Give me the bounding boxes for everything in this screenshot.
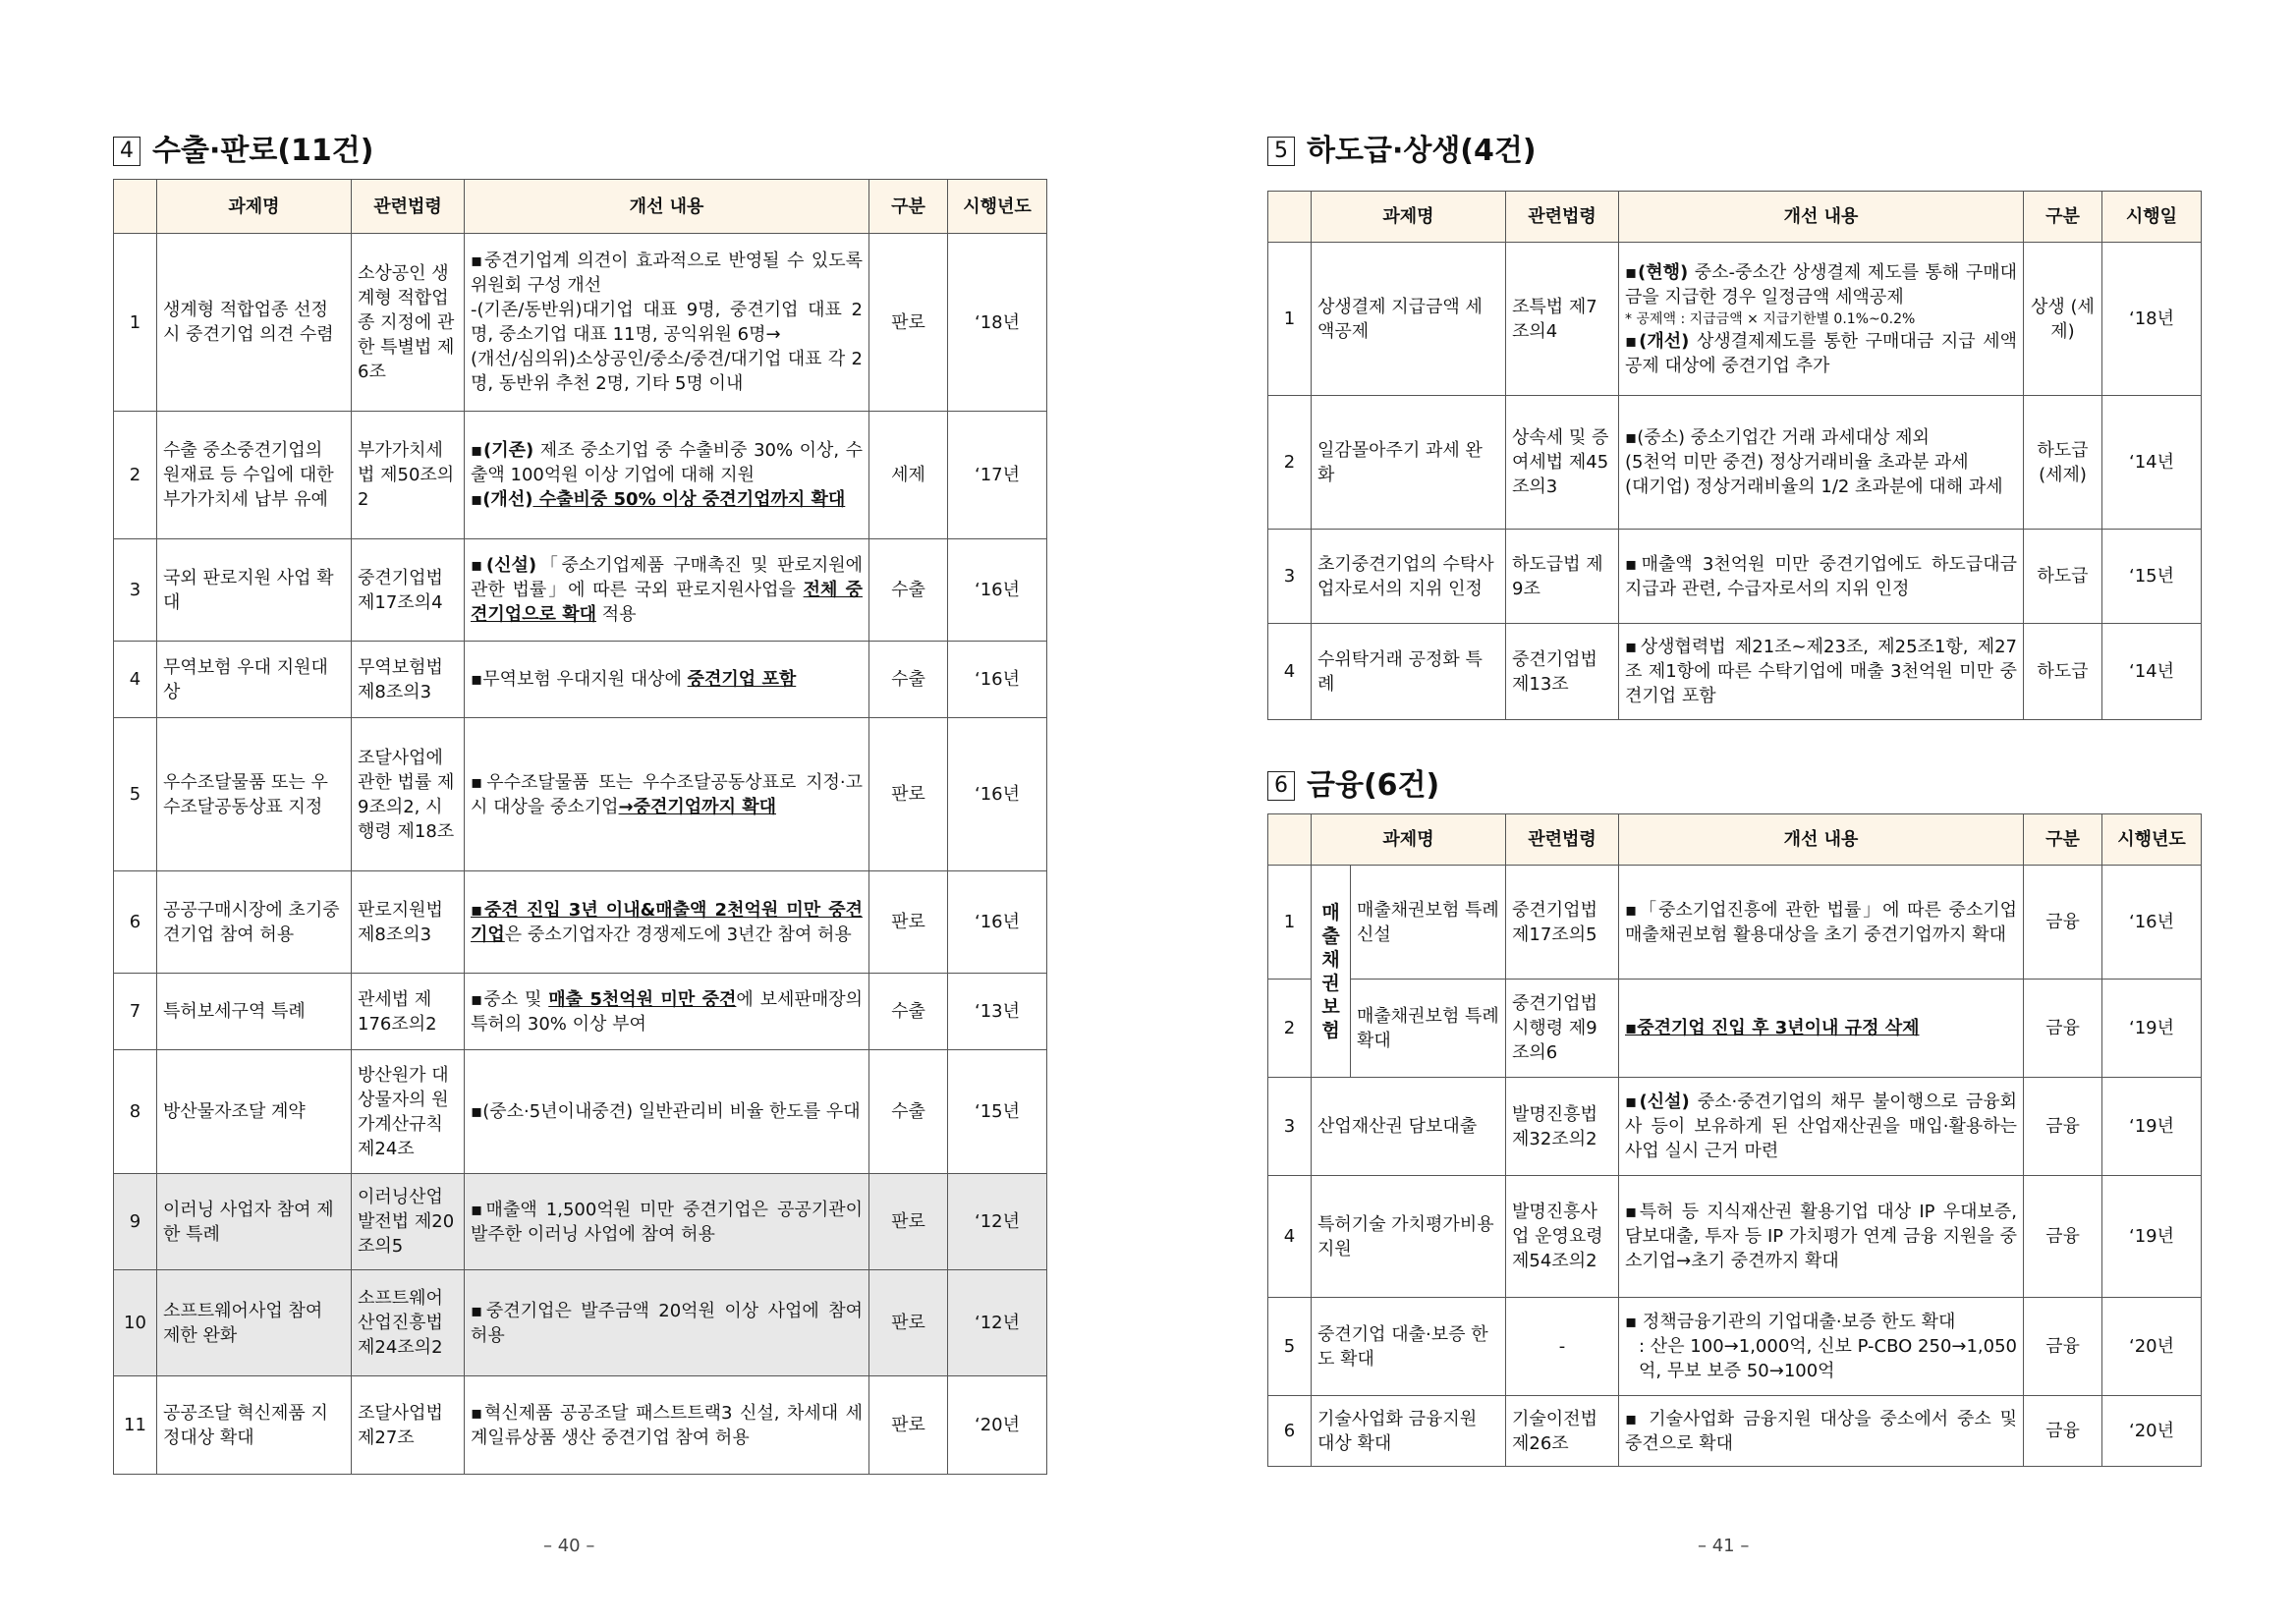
table-header-row: 과제명 관련법령 개선 내용 구분 시행년도 bbox=[114, 180, 1047, 234]
section-number: 6 bbox=[1267, 771, 1295, 801]
group-label-receivables: 매출채권보험 bbox=[1312, 866, 1351, 1078]
table-row: 6 기술사업화 금융지원 대상 확대 기술이전법 제26조 ▪ 기술사업화 금융지원 대상을 중소에서 중소 및 중견으로 확대 금융 ‘20년 bbox=[1268, 1396, 2202, 1467]
export-table bbox=[113, 179, 1047, 1475]
table-row: 2 매출채권보험 특례 확대 중견기업법 시행령 제9조의6 ▪중견기업 진입 후 3년이내 규정 삭제 금융 ‘19년 bbox=[1268, 980, 2202, 1078]
subcontract-table bbox=[1267, 191, 2202, 720]
table-header-row: 과제명 관련법령 개선 내용 구분 시행일 bbox=[1268, 192, 2202, 243]
table-row: 8 방산물자조달 계약 방산원가 대상물자의 원가계산규칙 제24조 ▪(중소·5년이내중견) 일반관리비 비율 한도를 우대 수출 ‘15년 bbox=[114, 1050, 1047, 1174]
section-number: 4 bbox=[113, 137, 140, 166]
table-row: 2 일감몰아주기 과세 완화 상속세 및 증여세법 제45조의3 ▪(중소) 중소기업간 거래 과세대상 제외 (5천억 미만 중견) 정상거래비율 초과분 과세 (대기업) 정상거래비율의 1/2 초과분에 대해 과세 하도급 (세제) ‘14년 bbox=[1268, 396, 2202, 530]
table-row: 7 특허보세구역 특례 관세법 제176조의2 ▪중소 및 매출 5천억원 미만 중견에 보세판매장의 특허의 30% 이상 부여 수출 ‘13년 bbox=[114, 974, 1047, 1050]
page-number: – 40 – bbox=[543, 1536, 595, 1556]
table-row: 3 산업재산권 담보대출 발명진흥법 제32조의2 ▪(신설) 중소·중견기업의 채무 불이행으로 금융회사 등이 보유하게 된 산업재산권을 매입·활용하는 사업 실시 근거 마련 금융 ‘19년 bbox=[1268, 1078, 2202, 1176]
table-row: 1 매출채권보험 매출채권보험 특례 신설 중견기업법 제17조의5 ▪「중소기업진흥에 관한 법률」에 따른 중소기업매출채권보험 활용대상을 초기 중견기업까지 확대 금융 ‘16년 bbox=[1268, 866, 2202, 980]
table-row: 5 중견기업 대출·보증 한도 확대 - ▪ 정책금융기관의 기업대출·보증 한도 확대 : 산은 100→1,000억, 신보 P-CBO 250→1,050억, 무보 보증 50→100억 금융 ‘20년 bbox=[1268, 1298, 2202, 1396]
section-number: 5 bbox=[1267, 137, 1295, 166]
table-row: 3 국외 판로지원 사업 확대 중견기업법 제17조의4 ▪(신설)「중소기업제품 구매촉진 및 판로지원에 관한 법률」에 따른 국외 판로지원사업을 전체 중견기업으로 확대 적용 수출 ‘16년 bbox=[114, 539, 1047, 642]
table-row: 4 수위탁거래 공정화 특례 중견기업법 제13조 ▪상생협력법 제21조~제23조, 제25조1항, 제27조 제1항에 따른 수탁기업에 매출 3천억원 미만 중견기업 포함 하도급 ‘14년 bbox=[1268, 624, 2202, 720]
table-row: 1 상생결제 지급금액 세액공제 조특법 제7조의4 ▪(현행) 중소-중소간 상생결제 제도를 통해 구매대금을 지급한 경우 일정금액 세액공제 * 공제액 : 지급금액 × 지급기한별 0.1%~0.2% ▪(개선) 상생결제제도를 통한 구매대금 지급 세액공제 대상에 중견기업 추가 상생 (세제) ‘18년 bbox=[1268, 243, 2202, 396]
section-title-subcontract: 5 하도급·상생(4건) bbox=[1267, 134, 1537, 169]
table-row: 4 무역보험 우대 지원대상 무역보험법 제8조의3 ▪무역보험 우대지원 대상에 중견기업 포함 수출 ‘16년 bbox=[114, 642, 1047, 718]
section-title-finance: 6 금융(6건) bbox=[1267, 768, 1439, 804]
table-row: 6 공공구매시장에 초기중견기업 참여 허용 판로지원법 제8조의3 ▪중견 진입 3년 이내&매출액 2천억원 미만 중견기업은 중소기업자간 경쟁제도에 3년간 참여 허용 판로 ‘16년 bbox=[114, 871, 1047, 974]
table-row: 9 이러닝 사업자 참여 제한 특례 이러닝산업발전법 제20조의5 ▪매출액 1,500억원 미만 중견기업은 공공기관이 발주한 이러닝 사업에 참여 허용 판로 ‘12년 bbox=[114, 1174, 1047, 1270]
table-row: 3 초기중견기업의 수탁사업자로서의 지위 인정 하도급법 제9조 ▪매출액 3천억원 미만 중견기업에도 하도급대금 지급과 관련, 수급자로서의 지위 인정 하도급 ‘15년 bbox=[1268, 530, 2202, 624]
table-row: 2 수출 중소중견기업의 원재료 등 수입에 대한 부가가치세 납부 유예 부가가치세법 제50조의2 ▪(기존) 제조 중소기업 중 수출비중 30% 이상, 수출액 100억원 이상 기업에 대해 지원 ▪(개선) 수출비중 50% 이상 중견기업까지 확대 세제 ‘17년 bbox=[114, 412, 1047, 539]
finance-table bbox=[1267, 813, 2202, 1467]
table-header-row: 과제명 관련법령 개선 내용 구분 시행년도 bbox=[1268, 814, 2202, 866]
table-row: 10 소프트웨어사업 참여 제한 완화 소프트웨어 산업진흥법 제24조의2 ▪중견기업은 발주금액 20억원 이상 사업에 참여 허용 판로 ‘12년 bbox=[114, 1270, 1047, 1376]
table-row: 1 생계형 적합업종 선정 시 중견기업 의견 수렴 소상공인 생계형 적합업종 지정에 관한 특별법 제6조 ▪중견기업계 의견이 효과적으로 반영될 수 있도록 위원회 구성 개선 -(기존/동반위)대기업 대표 9명, 중견기업 대표 2명, 중소기업 대표 11명, 공익위원 6명→ (개선/심의위)소상공인/중소/중견/대기업 대표 각 2명, 동반위 추천 2명, 기타 5명 이내 판로 ‘18년 bbox=[114, 234, 1047, 412]
table-row: 11 공공조달 혁신제품 지정대상 확대 조달사업법 제27조 ▪혁신제품 공공조달 패스트트랙3 신설, 차세대 세계일류상품 생산 중견기업 참여 허용 판로 ‘20년 bbox=[114, 1376, 1047, 1475]
table-row: 5 우수조달물품 또는 우수조달공동상표 지정 조달사업에 관한 법률 제9조의2, 시행령 제18조 ▪우수조달물품 또는 우수조달공동상표로 지정·고시 대상을 중소기업→중견기업까지 확대 판로 ‘16년 bbox=[114, 718, 1047, 871]
page-number: – 41 – bbox=[1698, 1536, 1750, 1556]
section-title-export: 4 수출·판로(11건) bbox=[113, 134, 373, 169]
table-row: 4 특허기술 가치평가비용 지원 발명진흥사업 운영요령 제54조의2 ▪특허 등 지식재산권 활용기업 대상 IP 우대보증, 담보대출, 투자 등 IP 가치평가 연계 금융 지원을 중소기업→초기 중견까지 확대 금융 ‘19년 bbox=[1268, 1176, 2202, 1298]
